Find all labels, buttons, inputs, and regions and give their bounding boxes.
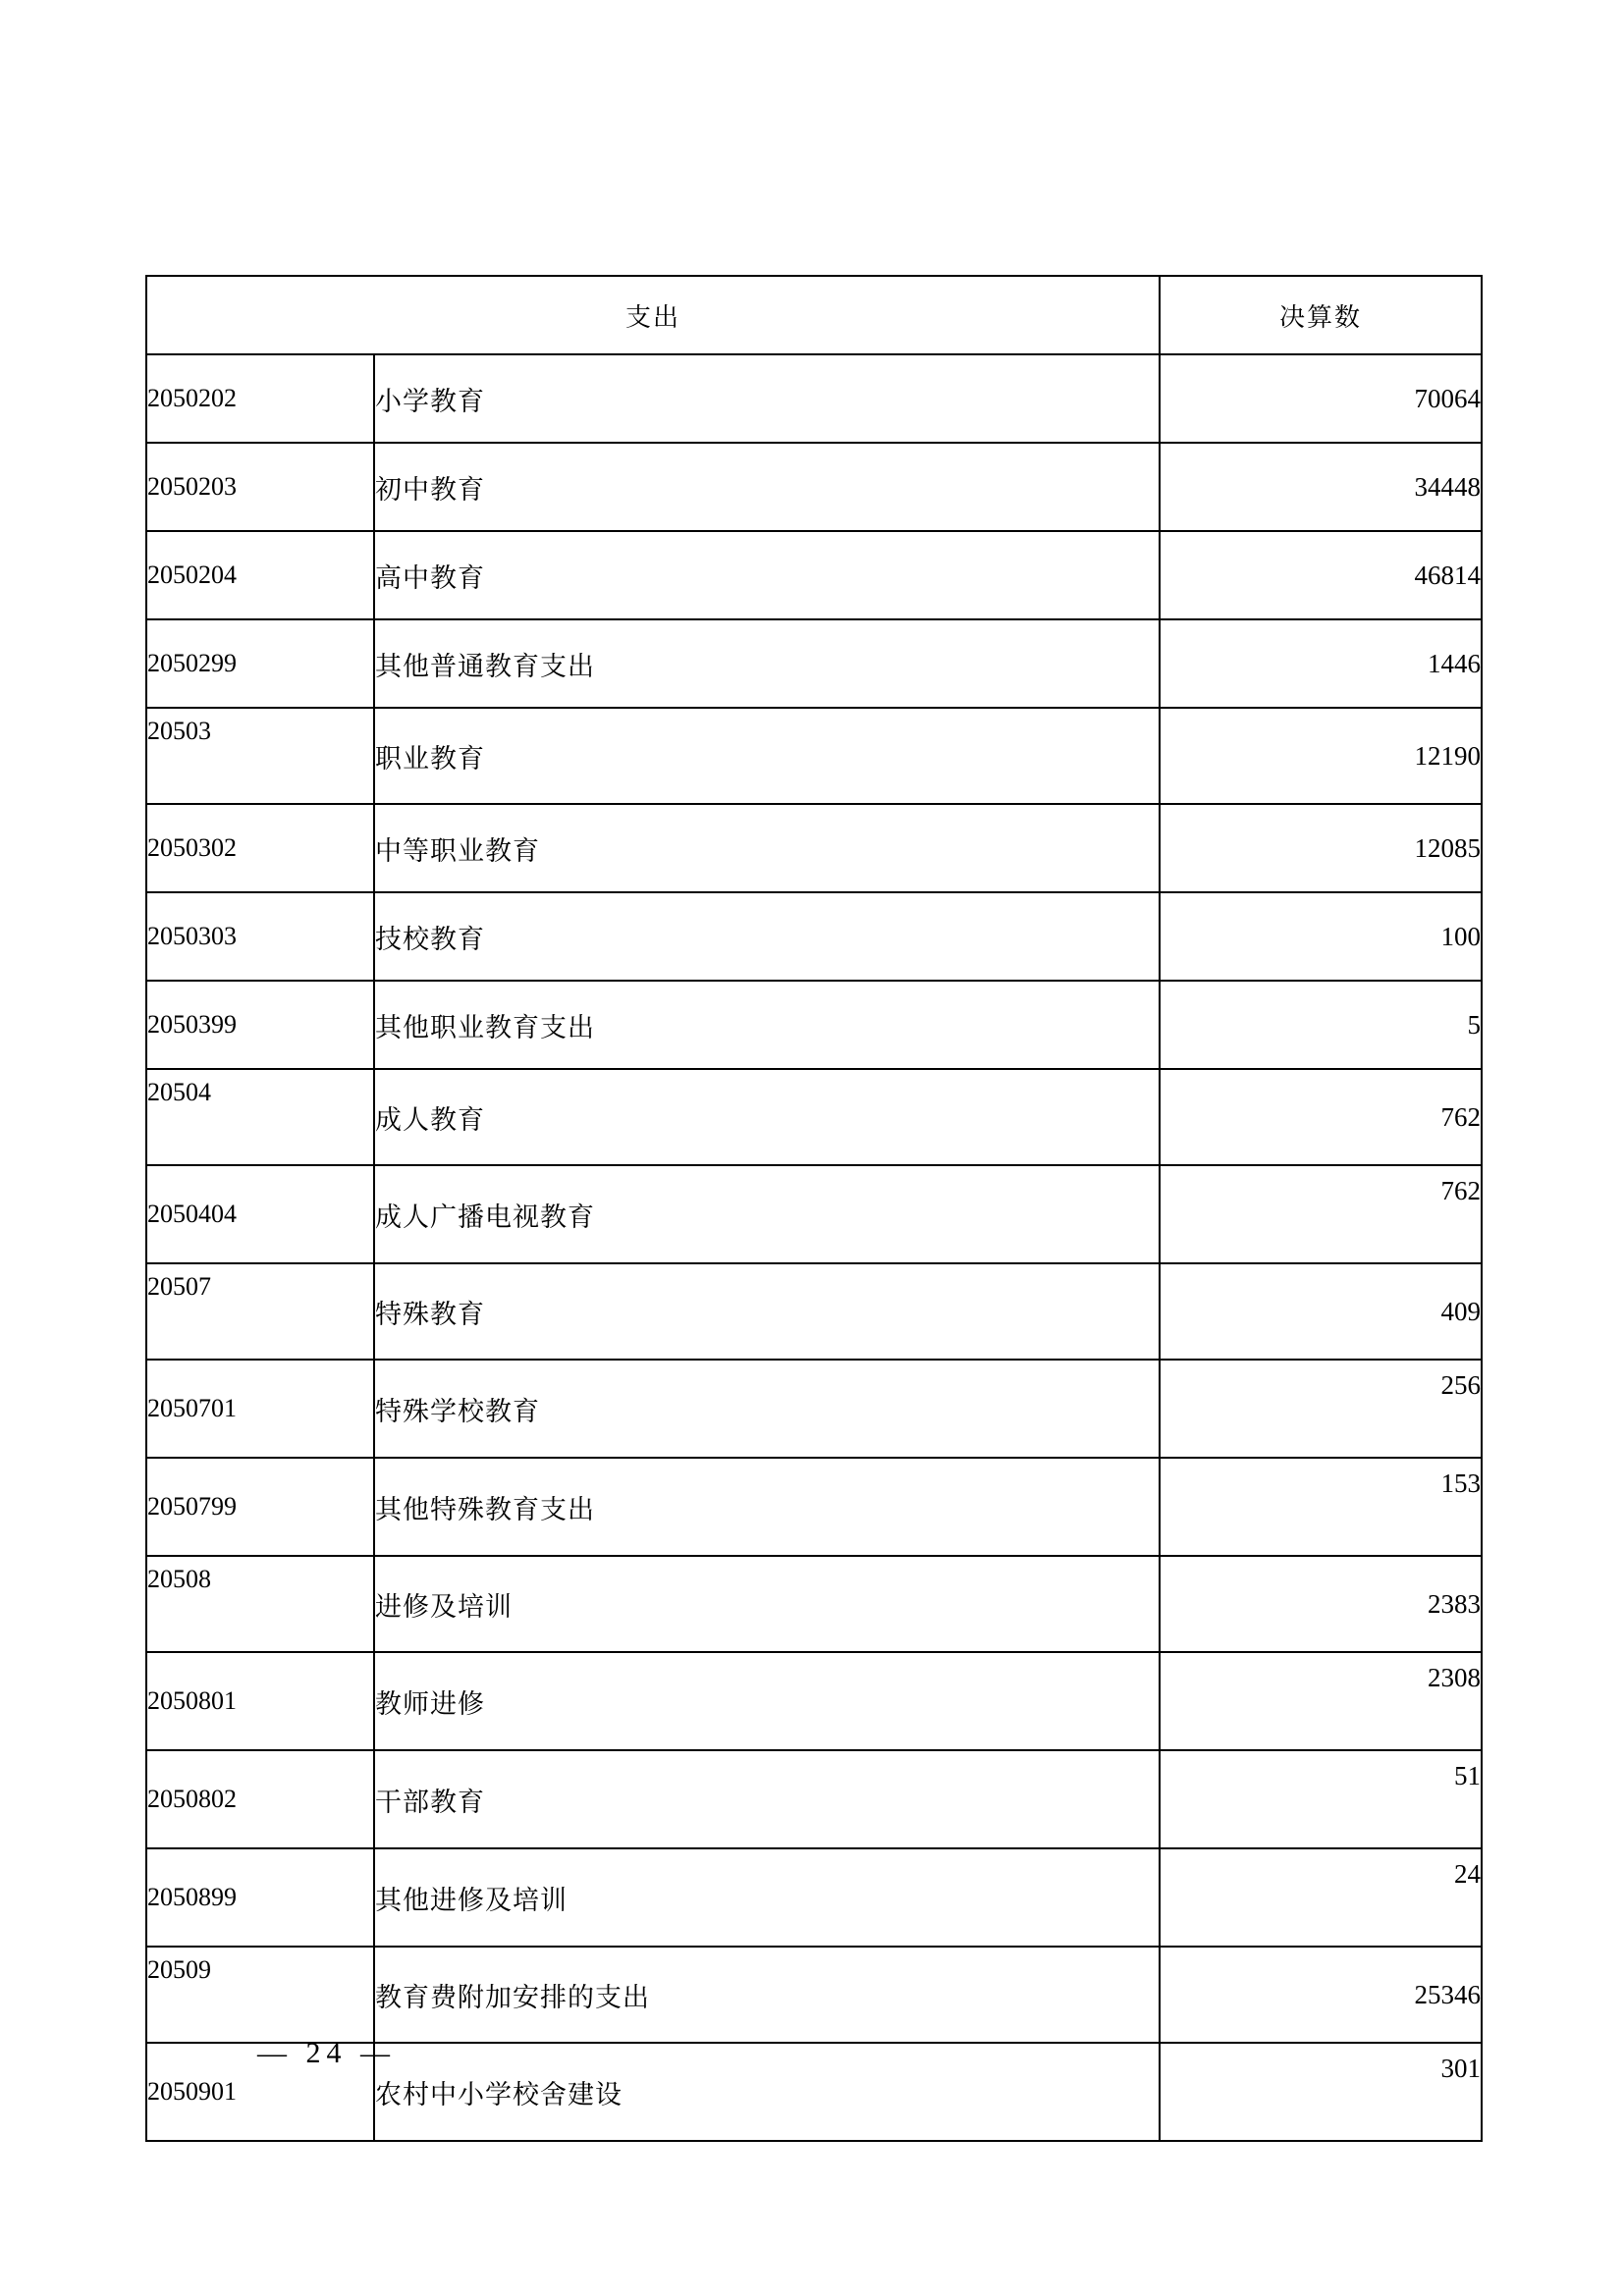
table-row — [146, 708, 1482, 804]
row-name: 小学教育 — [374, 354, 1160, 443]
row-name: 其他普通教育支出 — [374, 619, 1160, 708]
row-value: 1446 — [1160, 619, 1482, 708]
row-name: 干部教育 — [374, 1750, 1160, 1848]
row-value: 5 — [1160, 981, 1482, 1069]
row-code: 2050302 — [146, 804, 374, 892]
row-value: 51 — [1160, 1750, 1482, 1848]
table-row — [146, 1458, 1482, 1556]
row-value: 762 — [1160, 1069, 1482, 1165]
row-value: 2308 — [1160, 1652, 1482, 1750]
row-code: 2050303 — [146, 892, 374, 981]
row-value: 25346 — [1160, 1947, 1482, 2043]
table-row — [146, 443, 1482, 531]
row-value: 24 — [1160, 1848, 1482, 1947]
row-name: 初中教育 — [374, 443, 1160, 531]
table-row — [146, 1069, 1482, 1165]
row-code: 20507 — [146, 1263, 374, 1360]
table-row — [146, 981, 1482, 1069]
row-code: 20503 — [146, 708, 374, 804]
row-code: 20504 — [146, 1069, 374, 1165]
header-final-accounts: 决算数 — [1160, 276, 1482, 354]
row-name: 其他特殊教育支出 — [374, 1458, 1160, 1556]
row-name: 其他进修及培训 — [374, 1848, 1160, 1947]
row-code: 2050701 — [146, 1360, 374, 1458]
row-name: 特殊学校教育 — [374, 1360, 1160, 1458]
row-value: 12085 — [1160, 804, 1482, 892]
row-value: 34448 — [1160, 443, 1482, 531]
row-code: 2050901 — [146, 2043, 374, 2141]
table-header — [146, 276, 1482, 354]
row-code: 2050799 — [146, 1458, 374, 1556]
row-code: 2050399 — [146, 981, 374, 1069]
row-name: 教育费附加安排的支出 — [374, 1947, 1160, 2043]
row-value: 12190 — [1160, 708, 1482, 804]
row-code: 20508 — [146, 1556, 374, 1652]
row-value: 301 — [1160, 2043, 1482, 2141]
row-code: 2050203 — [146, 443, 374, 531]
row-name: 其他职业教育支出 — [374, 981, 1160, 1069]
table-row — [146, 1556, 1482, 1652]
table-row — [146, 804, 1482, 892]
header-expenditure: 支出 — [146, 276, 1160, 354]
row-name: 成人教育 — [374, 1069, 1160, 1165]
row-name: 职业教育 — [374, 708, 1160, 804]
row-code: 2050202 — [146, 354, 374, 443]
table-row — [146, 1652, 1482, 1750]
row-name: 成人广播电视教育 — [374, 1165, 1160, 1263]
row-code: 2050404 — [146, 1165, 374, 1263]
budget-table-container — [145, 275, 1481, 2142]
row-code: 2050204 — [146, 531, 374, 619]
budget-table — [145, 275, 1483, 2142]
table-row — [146, 619, 1482, 708]
row-value: 153 — [1160, 1458, 1482, 1556]
row-value: 256 — [1160, 1360, 1482, 1458]
row-value: 70064 — [1160, 354, 1482, 443]
row-name: 高中教育 — [374, 531, 1160, 619]
table-row — [146, 1263, 1482, 1360]
row-value: 2383 — [1160, 1556, 1482, 1652]
row-name: 技校教育 — [374, 892, 1160, 981]
page-number: — 24 — — [257, 2037, 396, 2069]
row-value: 762 — [1160, 1165, 1482, 1263]
row-code: 2050899 — [146, 1848, 374, 1947]
row-value: 46814 — [1160, 531, 1482, 619]
table-row — [146, 531, 1482, 619]
table-body — [146, 354, 1482, 2141]
row-code: 20509 — [146, 1947, 374, 2043]
table-header-row — [146, 276, 1482, 354]
row-code: 2050299 — [146, 619, 374, 708]
row-code: 2050801 — [146, 1652, 374, 1750]
row-name: 特殊教育 — [374, 1263, 1160, 1360]
row-value: 100 — [1160, 892, 1482, 981]
table-row — [146, 354, 1482, 443]
row-code: 2050802 — [146, 1750, 374, 1848]
row-value: 409 — [1160, 1263, 1482, 1360]
table-row — [146, 1750, 1482, 1848]
table-row — [146, 1947, 1482, 2043]
table-row — [146, 1165, 1482, 1263]
table-row — [146, 1848, 1482, 1947]
row-name: 进修及培训 — [374, 1556, 1160, 1652]
row-name: 中等职业教育 — [374, 804, 1160, 892]
table-row — [146, 892, 1482, 981]
row-name: 农村中小学校舍建设 — [374, 2043, 1160, 2141]
table-row — [146, 1360, 1482, 1458]
row-name: 教师进修 — [374, 1652, 1160, 1750]
